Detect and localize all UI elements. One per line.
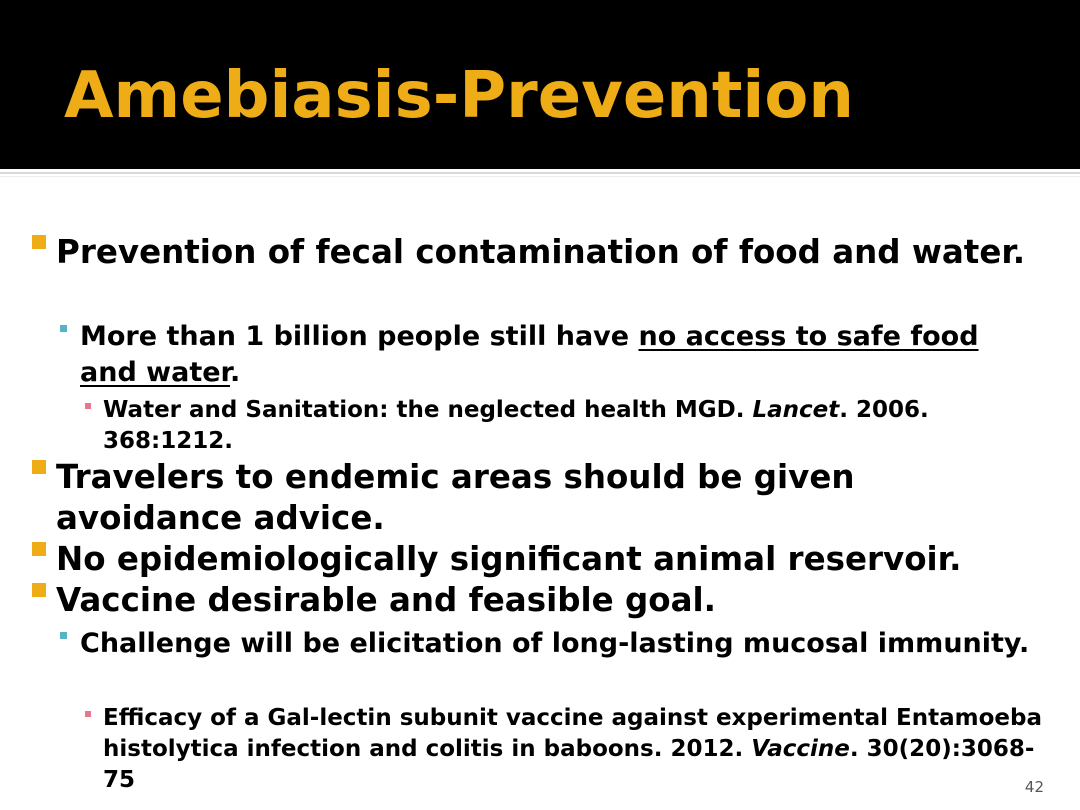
bullet-fecal-contamination [56, 232, 1036, 273]
square-bullet-icon [85, 711, 91, 717]
square-bullet-icon [60, 325, 67, 332]
square-bullet-icon [32, 235, 46, 249]
page-number: 42 [1024, 778, 1044, 796]
title-divider [0, 172, 1080, 174]
bullet-animal-reservoir [56, 539, 1036, 580]
sub-bullet-billion-people [80, 319, 1040, 391]
bullet-text: Prevention of fecal contamination of food and water. [56, 233, 1026, 271]
square-bullet-icon [60, 632, 67, 639]
bullet-text: Travelers to endemic areas should be given avoidance advice. [56, 458, 855, 537]
bullet-vaccine [56, 580, 1036, 621]
sub-bullet-text: Challenge will be elicitation of long-lasting mucosal immunity. [80, 628, 1030, 659]
square-bullet-icon [32, 460, 46, 474]
slide-title: Amebiasis-Prevention [64, 59, 854, 133]
sub-bullet-mucosal-immunity [80, 626, 1040, 662]
title-bar [0, 0, 1080, 169]
reference-text: Water and Sanitation: the neglected health MGD. [103, 397, 753, 423]
sub-bullet-text-end: . [230, 357, 241, 388]
reference-vaccine [103, 703, 1063, 796]
reference-text: Efficacy of a Gal-lectin subunit vaccine against experimental Entamoeba histolytica infection and colitis in baboons. 2012. [103, 705, 1042, 762]
square-bullet-icon [85, 403, 91, 409]
reference-text-end: . 2006. 368:1212. [103, 397, 929, 454]
journal-name: Lancet [752, 397, 840, 423]
bullet-text: Vaccine desirable and feasible goal. [56, 581, 716, 619]
reference-text-end: . 30(20):3068-75 [103, 736, 1035, 793]
square-bullet-icon [32, 583, 46, 597]
underlined-phrase: no access to safe food and water [80, 321, 979, 388]
reference-lancet [103, 395, 1063, 457]
square-bullet-icon [32, 542, 46, 556]
bullet-travelers [56, 457, 1036, 539]
journal-name: Vaccine [751, 736, 850, 762]
bullet-text: No epidemiologically significant animal reservoir. [56, 540, 962, 578]
title-divider-secondary [0, 176, 1080, 177]
sub-bullet-text: More than 1 billion people still have [80, 321, 639, 352]
